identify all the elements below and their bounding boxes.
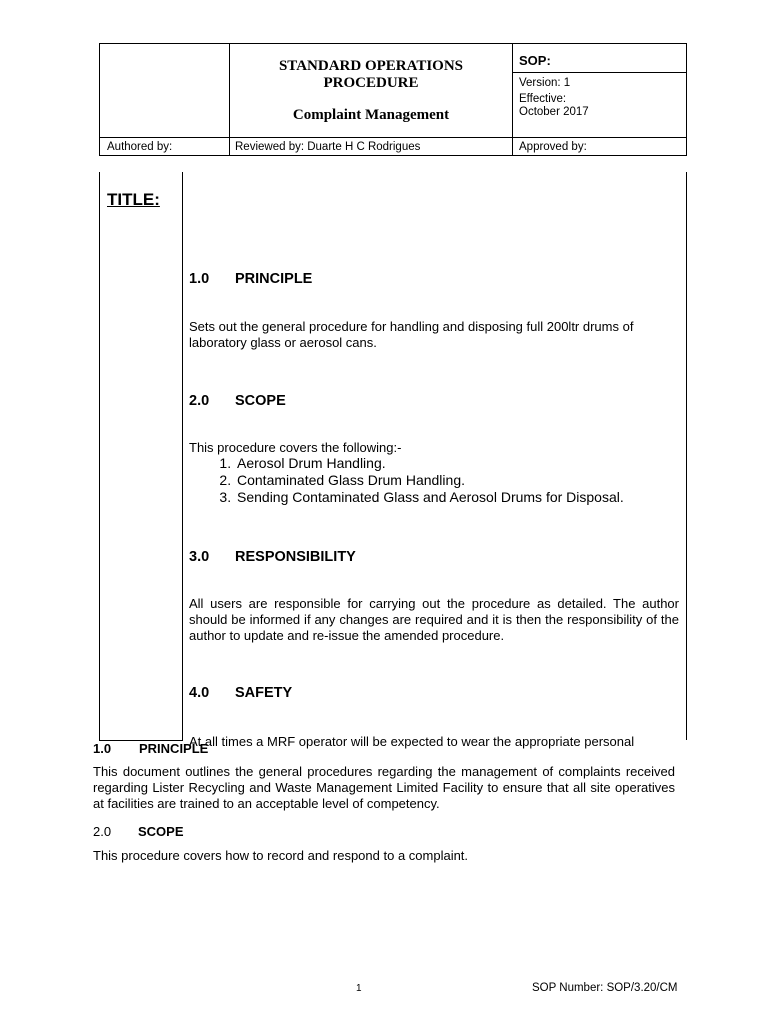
panel-text-responsibility: All users are responsible for carrying out the procedure as detailed. The author should be informed if any changes are required and it is then the responsibility of the author to update and re-issue the amended procedure.	[189, 596, 679, 643]
panel-border	[686, 172, 687, 740]
version-label: Version: 1	[519, 77, 571, 89]
panel-heading-responsibility	[189, 549, 356, 565]
sop-label: SOP:	[519, 53, 551, 68]
section-heading: PRINCIPLE	[139, 741, 209, 756]
section-number: 3.0	[189, 549, 210, 565]
effective-label: Effective:	[519, 93, 567, 105]
doc-subtitle: Complaint Management	[292, 107, 450, 123]
main-heading-principle	[93, 741, 208, 756]
header-divider	[512, 72, 686, 73]
section-heading: PRINCIPLE	[235, 271, 313, 287]
sop-number: SOP Number: SOP/3.20/CM	[532, 982, 678, 994]
panel-heading-safety	[189, 685, 292, 701]
section-number: 4.0	[189, 685, 210, 701]
main-text-scope: This procedure covers how to record and respond to a complaint.	[93, 848, 469, 863]
panel-heading-scope	[189, 393, 286, 409]
scope-list	[189, 455, 624, 506]
section-number: 1.0	[93, 741, 112, 756]
section-number: 2.0	[93, 824, 112, 839]
doc-title-line1: STANDARD OPERATIONS	[278, 58, 464, 74]
doc-title-line2: PROCEDURE	[323, 75, 419, 91]
list-item: 2. Contaminated Glass Drum Handling.	[235, 472, 624, 489]
panel-text-principle: Sets out the general procedure for handling and disposing full 200ltr drums of laboratory glass or aerosol cans.	[189, 319, 634, 350]
panel-text-safety: At all times a MRF operator will be expected to wear the appropriate personal	[189, 734, 635, 749]
panel-border	[182, 172, 183, 740]
section-heading: RESPONSIBILITY	[235, 549, 356, 565]
section-heading: SCOPE	[138, 824, 184, 839]
panel-heading-principle	[189, 271, 312, 287]
panel-text-scope: This procedure covers the following:-	[189, 440, 402, 455]
panel-border	[99, 172, 100, 740]
approved-by: Approved by:	[519, 141, 587, 153]
main-heading-scope	[93, 824, 184, 839]
header-table	[99, 43, 687, 156]
list-item: 1. Aerosol Drum Handling.	[235, 455, 624, 472]
main-text-principle: This document outlines the general procedures regarding the management of complaints received regarding Lister Recycling and Waste Management Limited Facility to ensure that all site operatives at facilities are trained to an acceptable level of competency.	[93, 764, 675, 811]
title-label: TITLE:	[107, 190, 160, 209]
authored-by: Authored by:	[107, 141, 173, 153]
section-number: 1.0	[189, 271, 210, 287]
list-item: 3. Sending Contaminated Glass and Aerosol Drums for Disposal.	[235, 489, 624, 506]
section-heading: SAFETY	[235, 685, 293, 701]
effective-date: October 2017	[519, 106, 589, 118]
header-divider	[512, 44, 513, 155]
header-divider	[100, 137, 686, 138]
reviewed-by: Reviewed by: Duarte H C Rodrigues	[235, 141, 421, 153]
page-number: 1	[356, 983, 362, 994]
section-number: 2.0	[189, 393, 210, 409]
section-heading: SCOPE	[235, 393, 286, 409]
